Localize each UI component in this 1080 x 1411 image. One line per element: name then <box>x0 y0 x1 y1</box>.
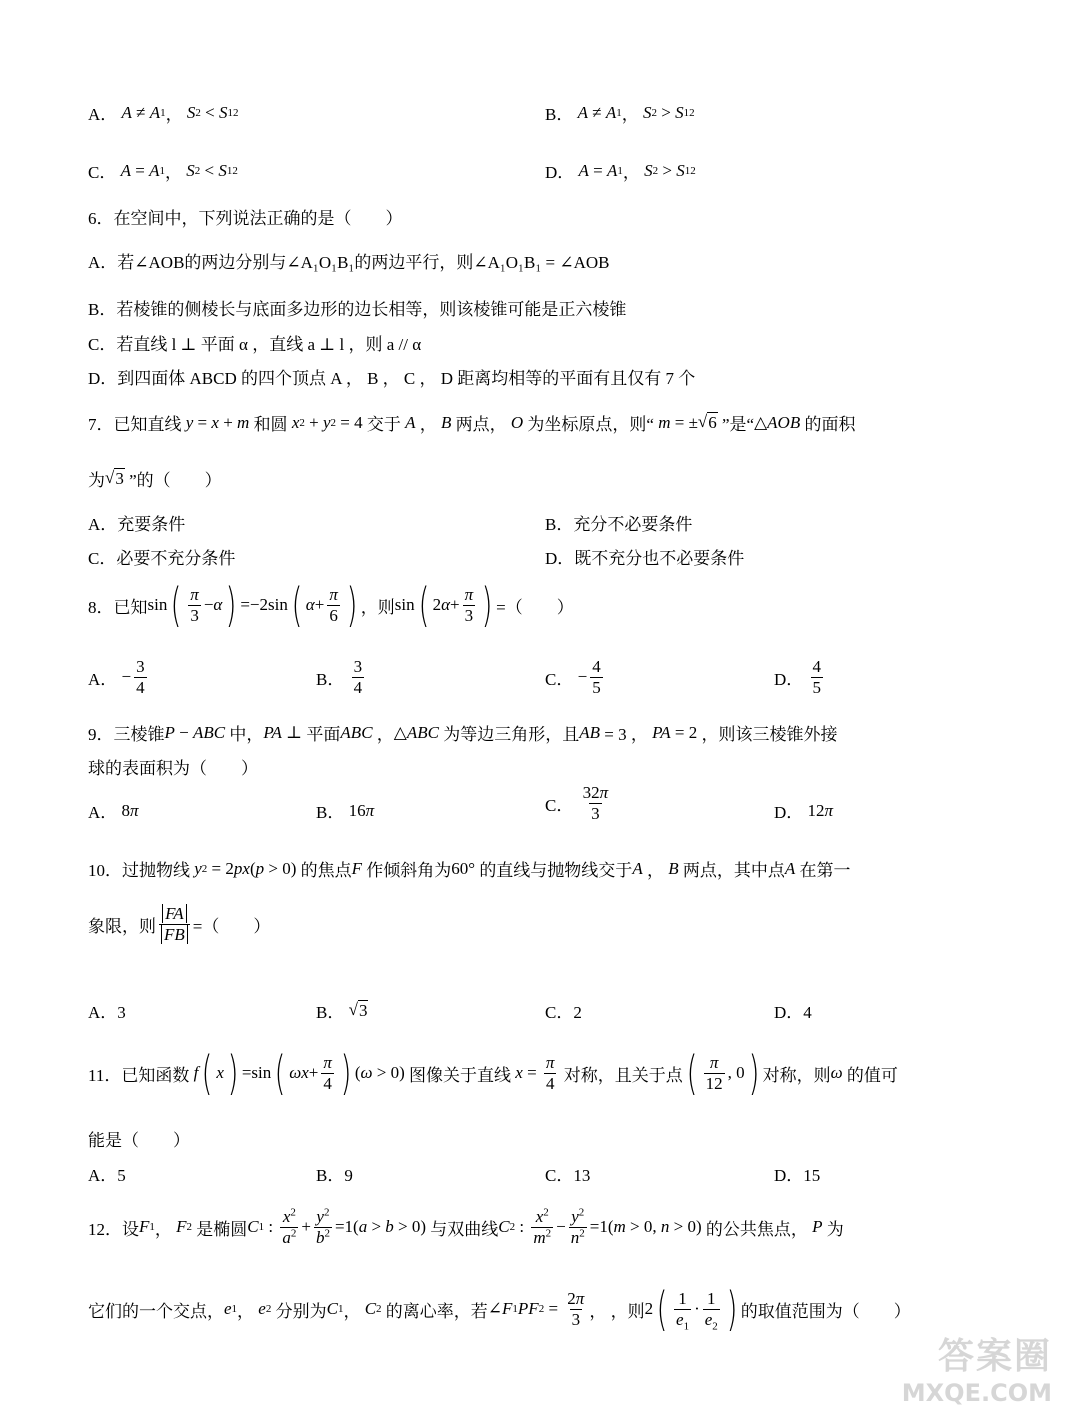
q7-option-c: C．必要不充分条件 <box>88 549 236 568</box>
q6-option-a: A．若∠AOB的两边分别与∠A₁O₁B₁的两边平行，则∠A₁O₁B₁ = ∠AOB <box>88 253 610 272</box>
q10-stem-line2: 象限，则 $\frac{FA}{FB}$ =（ ） <box>88 904 271 944</box>
q8-option-d: D． $\frac{4}{5}$ <box>774 657 822 697</box>
q9-stem-line1: 9． 三棱锥 P − ABC 中， PA ⊥ 平面 ABC ， △ ABC 为等边三角形，且 AB = 3 ， PA = 2 ，则该三棱锥外接 <box>88 722 838 744</box>
q10-stem-line1: 10． 过抛物线 y 2 = 2 px ( p > 0) 的焦点 F 作倾斜角为 60° 的直线与抛物线交于 A ， B 两点，其中点 A 在第一 <box>88 858 851 880</box>
q11-option-b: B．9 <box>316 1166 353 1185</box>
q11-option-a: A．5 <box>88 1166 126 1185</box>
q7-option-d: D．既不充分也不必要条件 <box>545 549 745 568</box>
q7-stem-line1: 7． 已知直线 y = x + m 和圆 x 2 + y 2 = 4 交于 A ， B 两点， O 为坐标原点，则“ m = ± √ 6 ”是“ △ AOB 的面积 <box>88 412 856 434</box>
q8-option-b: B． $\frac{3}{4}$ <box>316 657 363 697</box>
q7-option-a: A．充要条件 <box>88 515 186 534</box>
q10-option-c: C．2 <box>545 1003 582 1022</box>
q7-option-b: B．充分不必要条件 <box>545 515 693 534</box>
q11-option-d: D．15 <box>774 1166 821 1185</box>
q5-option-b: B． A ≠ A 1 ， S 2 > S 1 2 <box>545 102 695 124</box>
q6-option-b: B．若棱锥的侧棱长与底面多边形的边长相等，则该棱锥可能是正六棱锥 <box>88 300 627 319</box>
q5-option-c: C． A = A 1 ， S 2 < S 1 2 <box>88 160 238 182</box>
q8-stem: 8． 已知 sin ( $\frac{\pi}{3}$ − α ) =−2sin ( α + $\frac{\pi}{6}$ ) ，则 sin ( 2 α + $\frac{\pi}{3}$ ) =（ ） <box>88 578 574 632</box>
q6-stem: 6． 在空间中，下列说法正确的是（ ） <box>88 209 403 228</box>
q5-option-a: A． A ≠ A 1 ， S 2 < S 1 2 <box>88 102 239 124</box>
q9-stem-line2: 球的表面积为（ ） <box>88 759 258 778</box>
q11-stem-line2: 能是（ ） <box>88 1131 190 1150</box>
q5-option-d: D． A = A 1 ， S 2 > S 1 2 <box>545 160 696 182</box>
q11-stem-line1: 11． 已知函数 f ( x ) =sin ( ωx + $\frac{\pi}{4}$ ) ( ω > 0) 图像关于直线 x = $\frac{\pi}{4}$ 对称，且关于点 ( $\frac{\pi}{12}$ , 0 ) 对称，则 ω 的值可 <box>88 1046 898 1100</box>
q8-option-c: C． − $\frac{4}{5}$ <box>545 657 601 697</box>
q9-option-b: B． 16 π <box>316 800 375 822</box>
q9-option-c: C． $\frac{32\pi}{3}$ <box>545 783 609 823</box>
q7-stem-line2: 为 √ 3 ”的（ ） <box>88 468 222 490</box>
q9-option-a: A． 8 π <box>88 800 139 822</box>
q11-option-c: C．13 <box>545 1166 591 1185</box>
q12-stem-line1: 12． 设 F 1 ， F 2 是椭圆 C 1 : $\frac{x^2}{a^2}$ + $\frac{y^2}{b^2}$ =1( a > b > 0) 与双曲线 C 2 : $\frac{x^2}{m^2}$ − $\frac{y^2}{n^2}$ =1( m > 0, n > 0) 的公共焦点， P 为 <box>88 1206 844 1247</box>
q12-stem-line2: 它们的一个交点， e 1 ， e 2 分别为 C 1 ， C 2 的离心率，若 ∠ F 1 PF 2 = $\frac{2\pi}{3}$ ， ，则 2 ( $\frac{1}{e_1}$ · $\frac{1}{e_2}$ ) 的取值范围为（ ） <box>88 1282 911 1336</box>
q6-option-d: D．到四面体 ABCD 的四个顶点 A ， B ， C ， D 距离均相等的平面有且仅有 7 个 <box>88 369 696 388</box>
q6-option-c: C．若直线 l ⊥ 平面 α ，直线 a ⊥ l ，则 a // α <box>88 335 422 354</box>
q10-option-d: D．4 <box>774 1003 812 1022</box>
watermark-logo: 答案圈 MXQE.COM <box>901 1336 1052 1407</box>
q9-option-d: D． 12 π <box>774 800 834 822</box>
q10-option-b: B． √ 3 <box>316 1000 368 1022</box>
q10-option-a: A．3 <box>88 1003 126 1022</box>
q8-option-a: A． − $\frac{3}{4}$ <box>88 657 145 697</box>
